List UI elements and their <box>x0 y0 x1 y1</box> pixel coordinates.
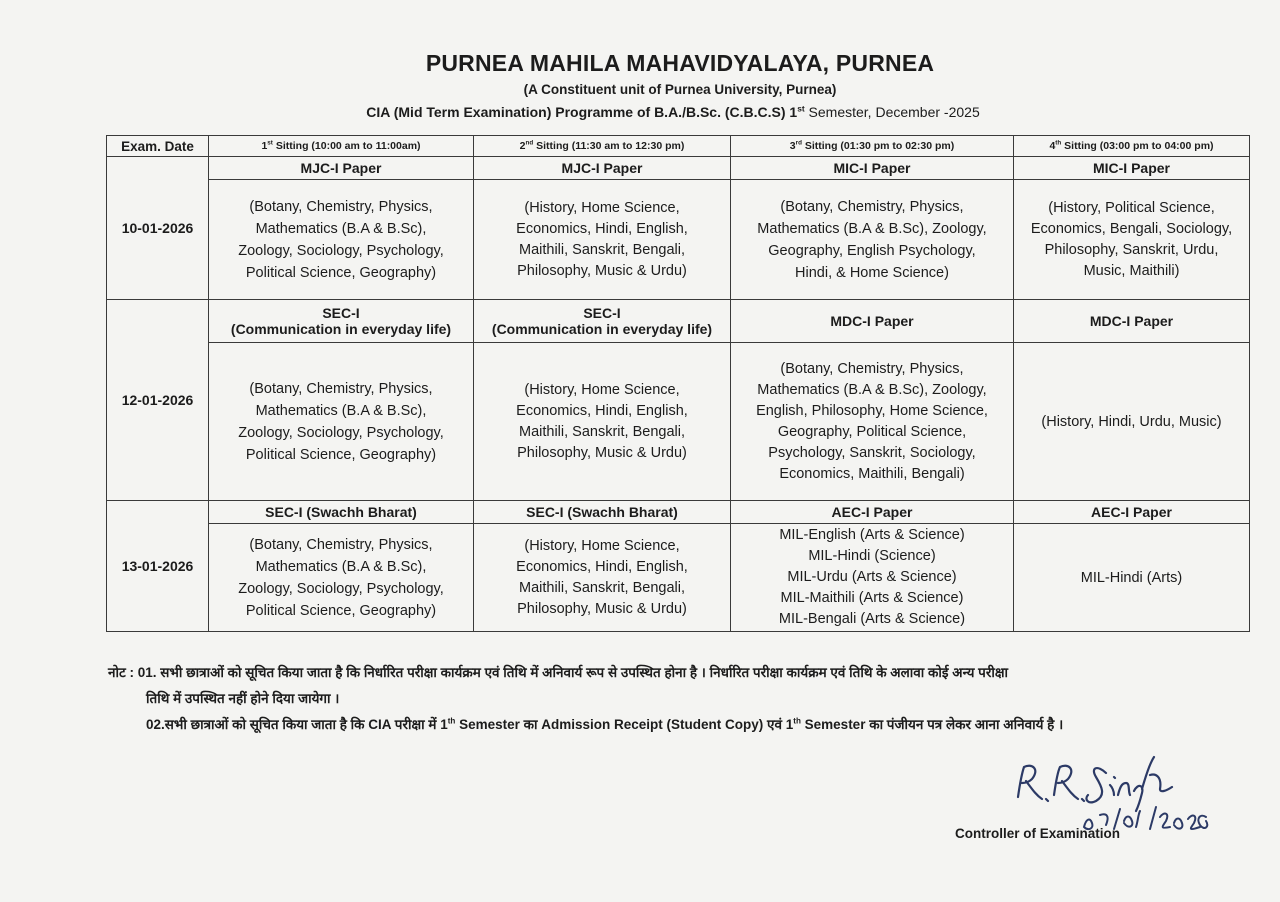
sitting-num: 2 <box>519 140 526 152</box>
paper-cell <box>209 300 474 343</box>
subject-line: MIL-Hindi (Science) <box>808 548 936 564</box>
subjects-cell <box>474 180 731 300</box>
sitting-label: Sitting (03:00 pm to 04:00 pm) <box>1061 140 1214 152</box>
handwritten-signature <box>1010 745 1220 835</box>
sitting-num: 1 <box>261 140 268 152</box>
sitting-sup: st <box>267 139 273 147</box>
subject-line: (History, Home Science, <box>524 537 680 554</box>
subjects-cell <box>474 343 731 501</box>
paper-cell: MJC-I Paper <box>209 157 474 180</box>
paper-cell: MIC-I Paper <box>731 157 1014 180</box>
note-2-part-a: 02.सभी छात्राओं को सूचित किया जाता है कि CIA परीक्षा में 1 <box>146 717 448 732</box>
subject-line: Maithili, Sanskrit, Bengali, <box>518 579 685 596</box>
subject-line: Geography, English Psychology, <box>768 242 976 259</box>
subject-line: Zoology, Sociology, Psychology, <box>238 242 444 259</box>
subject-line: (Botany, Chemistry, Physics, <box>249 380 433 397</box>
paper-row <box>107 157 1250 180</box>
subject-line: Mathematics (B.A & B.Sc), <box>255 402 427 419</box>
paper-line: SEC-I <box>322 305 360 321</box>
sitting-header-4 <box>1014 136 1250 157</box>
subject-line: Philosophy, Music & Urdu) <box>517 600 687 617</box>
subjects-cell <box>209 180 474 300</box>
exam-date-header: Exam. Date <box>107 136 209 157</box>
subject-line: Political Science, Geography) <box>245 264 437 281</box>
exam-date-cell: 12-01-2026 <box>107 300 209 501</box>
paper-row <box>107 300 1250 343</box>
note-2-sup-2: th <box>793 716 801 726</box>
subject-line: Zoology, Sociology, Psychology, <box>238 580 444 597</box>
college-subtitle: (A Constituent unit of Purnea University, Purnea) <box>523 82 837 97</box>
subject-line: (History, Home Science, <box>524 199 680 216</box>
subject-line: Geography, Political Science, <box>777 423 967 440</box>
subject-line: Economics, Maithili, Bengali) <box>779 465 965 482</box>
subject-line: Maithili, Sanskrit, Bengali, <box>518 241 685 258</box>
subject-line: (Botany, Chemistry, Physics, <box>780 198 964 215</box>
subject-line: Hindi, & Home Science) <box>795 264 949 281</box>
subjects-row <box>107 180 1250 300</box>
subject-line: (Botany, Chemistry, Physics, <box>249 536 433 553</box>
subject-line: Philosophy, Sanskrit, Urdu, <box>1044 241 1219 258</box>
subject-line: Philosophy, Music & Urdu) <box>517 262 687 279</box>
subject-line: MIL-Maithili (Arts & Science) <box>780 590 964 606</box>
subject-line: Political Science, Geography) <box>245 602 437 619</box>
programme-suffix: Semester, December -2025 <box>804 104 980 120</box>
note-2-part-b: Semester का Admission Receipt (Student Copy) एवं 1 <box>455 717 794 732</box>
subject-line: (History, Political Science, <box>1048 199 1215 216</box>
subject-line: MIL-Hindi (Arts) <box>1080 569 1183 586</box>
subject-line: Psychology, Sanskrit, Sociology, <box>768 444 976 461</box>
paper-line: MDC-I Paper <box>1089 313 1174 329</box>
programme-prefix: CIA (Mid Term Examination) Programme of B.A./B.Sc. (C.B.C.S) 1 <box>366 104 798 120</box>
note-2 <box>108 712 1258 738</box>
subject-line: Music, Maithili) <box>1083 262 1180 279</box>
subject-line: (Botany, Chemistry, Physics, <box>249 198 433 215</box>
paper-cell <box>1014 300 1250 343</box>
sitting-num: 4 <box>1049 140 1056 152</box>
paper-cell: MJC-I Paper <box>474 157 731 180</box>
paper-cell <box>474 300 731 343</box>
subject-line: Mathematics (B.A & B.Sc), Zoology, <box>757 220 987 237</box>
subject-line: Economics, Hindi, English, <box>516 558 688 575</box>
note-2-sup-1: th <box>447 716 456 726</box>
sitting-header-1 <box>209 136 474 157</box>
note-2-part-c: Semester का पंजीयन पत्र लेकर आना अनिवार्य है । <box>800 717 1064 732</box>
subjects-cell <box>1014 343 1250 501</box>
subject-line: Economics, Hindi, English, <box>516 402 688 419</box>
subject-line: Economics, Bengali, Sociology, <box>1030 220 1233 237</box>
paper-row <box>107 501 1250 524</box>
subject-line: (History, Home Science, <box>524 381 680 398</box>
subject-line: MIL-English (Arts & Science) <box>779 527 965 543</box>
paper-cell: SEC-I (Swachh Bharat) <box>474 501 731 524</box>
sitting-label: Sitting (10:00 am to 11:00am) <box>272 140 421 152</box>
subject-line: MIL-Urdu (Arts & Science) <box>787 569 957 585</box>
subjects-cell <box>209 524 474 632</box>
note-1-line-1: नोट : 01. सभी छात्राओं को सूचित किया जाता है कि निर्धारित परीक्षा कार्यक्रम एवं तिथि में अनिवार्य रूप से उपस्थित होना है । निर्धारित परीक्षा कार्यक्रम एवं तिथि के अलावा कोई अन्य परीक्षा <box>108 665 1009 680</box>
subjects-cell <box>731 343 1014 501</box>
paper-line: (Communication in everyday life) <box>491 321 713 337</box>
paper-cell: MIC-I Paper <box>1014 157 1250 180</box>
subject-line: Mathematics (B.A & B.Sc), <box>255 558 427 575</box>
subjects-cell <box>209 343 474 501</box>
sitting-sup: nd <box>525 139 534 147</box>
note-1-line-2: तिथि में उपस्थित नहीं होने दिया जायेगा । <box>146 691 340 706</box>
sitting-num: 3 <box>789 140 796 152</box>
subjects-cell <box>1014 180 1250 300</box>
college-title: PURNEA MAHILA MAHAVIDYALAYA, PURNEA <box>425 50 935 76</box>
sitting-label: Sitting (11:30 am to 12:30 pm) <box>533 140 685 152</box>
subjects-cell <box>1014 524 1250 632</box>
sitting-header-2 <box>474 136 731 157</box>
exam-date-cell: 10-01-2026 <box>107 157 209 300</box>
paper-cell <box>731 300 1014 343</box>
exam-schedule-table <box>106 135 1250 632</box>
sitting-sup: rd <box>795 139 802 147</box>
notes-section <box>108 660 1258 738</box>
subject-line: (Botany, Chemistry, Physics, <box>780 360 964 377</box>
programme-heading <box>0 104 1280 120</box>
table-header-row <box>107 136 1250 157</box>
subject-line: MIL-Bengali (Arts & Science) <box>778 611 966 627</box>
paper-cell: AEC-I Paper <box>1014 501 1250 524</box>
subjects-row <box>107 524 1250 632</box>
sitting-sup: th <box>1055 139 1062 147</box>
subject-line: English, Philosophy, Home Science, <box>756 402 988 419</box>
subjects-row <box>107 343 1250 501</box>
paper-line: MDC-I Paper <box>830 313 914 329</box>
subjects-cell <box>731 524 1014 632</box>
subject-line: Philosophy, Music & Urdu) <box>517 444 687 461</box>
subject-line: Zoology, Sociology, Psychology, <box>238 424 444 441</box>
subject-line: Political Science, Geography) <box>245 446 437 463</box>
subject-line: (History, Hindi, Urdu, Music) <box>1041 413 1222 430</box>
paper-cell: SEC-I (Swachh Bharat) <box>209 501 474 524</box>
exam-date-cell: 13-01-2026 <box>107 501 209 632</box>
subjects-cell <box>474 524 731 632</box>
subject-line: Economics, Hindi, English, <box>516 220 688 237</box>
subject-line: Mathematics (B.A & B.Sc), Zoology, <box>757 381 987 398</box>
sitting-label: Sitting (01:30 pm to 02:30 pm) <box>801 140 955 152</box>
subject-line: Maithili, Sanskrit, Bengali, <box>518 423 685 440</box>
programme-sup: st <box>797 103 805 114</box>
paper-line: SEC-I <box>583 305 621 321</box>
subjects-cell <box>731 180 1014 300</box>
paper-line: (Communication in everyday life) <box>230 321 452 337</box>
subject-line: Mathematics (B.A & B.Sc), <box>255 220 427 237</box>
paper-cell: AEC-I Paper <box>731 501 1014 524</box>
controller-designation: Controller of Examination <box>955 826 1121 841</box>
sitting-header-3 <box>731 136 1014 157</box>
